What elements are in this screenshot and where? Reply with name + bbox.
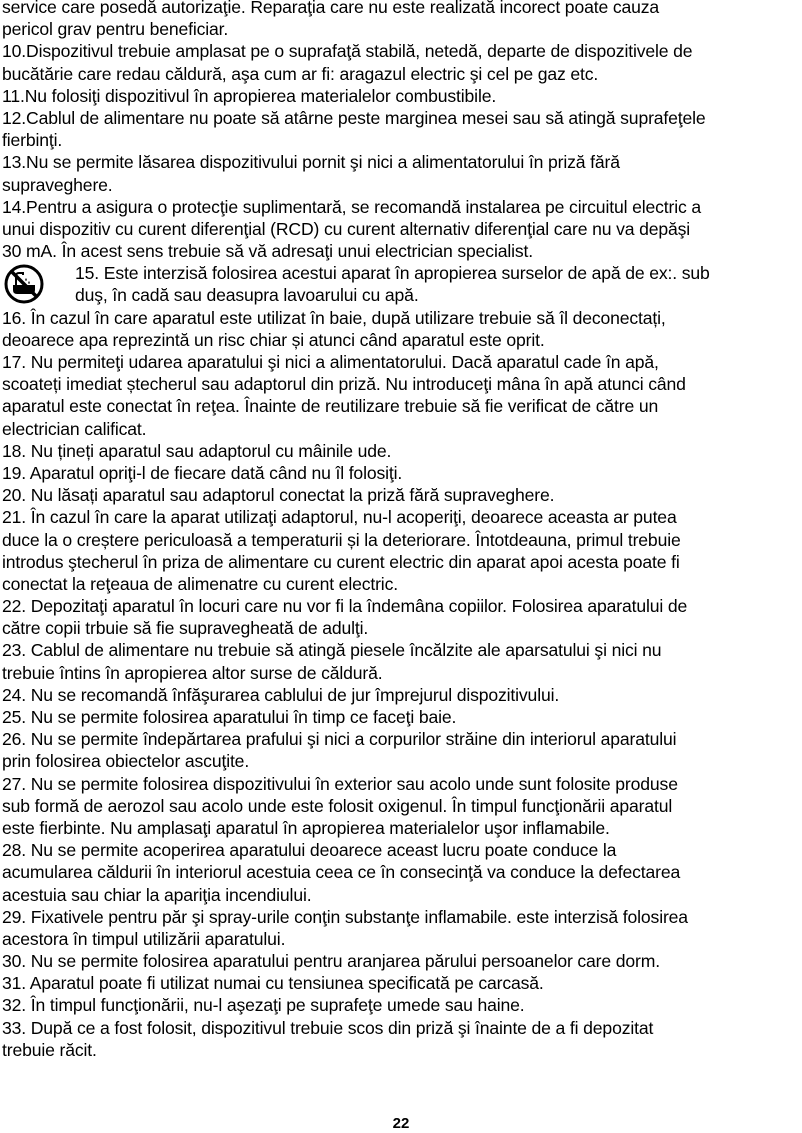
warning-line: duş, în cadă sau deasupra lavoarului cu apă. — [75, 285, 419, 306]
text-line: 32. În timpul funcţionării, nu-l aşezaţi pe suprafeţe umede sau haine. — [2, 995, 525, 1016]
text-line: fierbinţi. — [2, 130, 63, 151]
text-line: către copii trbuie să fie supravegheată de adulţi. — [2, 618, 369, 639]
text-line: 14.Pentru a asigura o protecţie suplimentară, se recomandă instalarea pe circuitul electric a — [2, 196, 701, 217]
text-line: 30. Nu se permite folosirea aparatului pentru aranjarea părului persoanelor care dorm. — [2, 951, 660, 972]
text-line: scoateți imediat ștecherul sau adaptorul din priză. Nu introduceţi mâna în apă atunci când — [2, 374, 686, 395]
text-line: 16. În cazul în care aparatul este utilizat în baie, după utilizare trebuie să îl deconectați, — [2, 307, 666, 328]
text-line: aparatul este conectat în reţea. Înainte de reutilizare trebuie să fie verificat de către un — [2, 396, 659, 417]
page-number: 22 — [392, 1115, 410, 1132]
text-line: duce la o creștere periculoasă a temperaturii și la deteriorare. Întotdeauna, primul trebuie — [2, 529, 681, 550]
text-line: 25. Nu se permite folosirea aparatului în timp ce faceţi baie. — [2, 707, 457, 727]
text-line: 30 mA. În acest sens trebuie să vă adresaţi unui electrician specialist. — [2, 241, 533, 262]
text-line: este fierbinte. Nu amplasaţi aparatul în apropierea materialelor uşor inflamabile. — [2, 817, 610, 838]
text-line: 29. Fixativele pentru păr şi spray-urile conţin substanţe inflamabile. este interzisă folosirea — [2, 906, 688, 927]
text-line: 28. Nu se permite acoperirea aparatului deoarece aceast lucru poate conduce la — [2, 840, 617, 861]
text-line: trebuie întins în apropierea altor surse de căldură. — [2, 662, 383, 683]
text-line: 17. Nu permiteţi udarea aparatului şi nici a alimentatorului. Dacă aparatul cade în apă, — [2, 352, 659, 372]
text-line: 24. Nu se recomandă înfăşurarea cablului de jur împrejurul dispozitivului. — [2, 684, 560, 705]
text-line: 13.Nu se permite lăsarea dispozitivului pornit şi nici a alimentatorului în priză fără — [2, 152, 620, 173]
instructions-block-2 — [2, 307, 802, 1061]
text-line: 33. După ce a fost folosit, dispozitivul trebuie scos din priză şi înainte de a fi depozitat — [2, 1017, 654, 1038]
text-line: 12.Cablul de alimentare nu poate să atârne peste marginea mesei sau să atingă suprafeţele — [2, 107, 706, 128]
text-line: 11.Nu folosiţi dispozitivul în apropierea materialelor combustibile. — [2, 85, 497, 106]
instructions-block-1 — [2, 0, 802, 262]
text-line: conectat la reţeaua de alimenatre cu curent electric. — [2, 573, 398, 594]
text-line: 10.Dispozitivul trebuie amplasat pe o suprafaţă stabilă, netedă, departe de dispozitivele de — [2, 41, 693, 62]
warning-block — [2, 262, 802, 306]
text-line: 27. Nu se permite folosirea dispozitivului în exterior sau acolo unde sunt folosite produse — [2, 773, 678, 794]
text-line: supraveghere. — [2, 174, 113, 195]
text-line: 22. Depozitaţi aparatul în locuri care nu vor fi la îndemâna copiilor. Folosirea aparatului de — [2, 596, 688, 617]
text-line: prin folosirea obiectelor ascuţite. — [2, 751, 250, 772]
text-line: unui dispozitiv cu curent diferenţial (RCD) cu curent alternativ diferenţial care nu va depăşi — [2, 218, 691, 239]
text-line: acestora în timpul utilizării aparatului. — [2, 928, 286, 949]
text-line: acumularea căldurii în interiorul acestuia ceea ce în consecinţă va conduce la defectarea — [2, 862, 681, 883]
warning-line: 15. Este interzisă folosirea acestui aparat în apropierea surselor de apă de ex:. sub — [75, 263, 710, 284]
text-line: electrician calificat. — [2, 418, 147, 439]
text-line: service care posedă autorizaţie. Reparaţia care nu este realizată incorect poate cauza — [2, 0, 660, 17]
text-line: introdus ştecherul în priza de alimentare cu curent electric din aparat apoi acesta poate fi — [2, 551, 680, 572]
text-line: 18. Nu țineți aparatul sau adaptorul cu mâinile ude. — [2, 440, 392, 461]
text-line: pericol grav pentru beneficiar. — [2, 19, 229, 40]
text-line: bucătărie care redau căldură, aşa cum ar fi: aragazul electric şi cel pe gaz etc. — [2, 63, 599, 84]
text-line: 23. Cablul de alimentare nu trebuie să atingă piesele încălzite ale aparsatului şi nici nu — [2, 640, 662, 661]
text-line: deoarece apa reprezintă un risc chiar și atunci când aparatul este oprit. — [2, 329, 545, 350]
text-line: 19. Aparatul opriţi-l de fiecare dată când nu îl folosiţi. — [2, 462, 403, 483]
text-line: 31. Aparatul poate fi utilizat numai cu tensiunea specificată pe carcasă. — [2, 973, 544, 994]
text-line: sub formă de aerozol sau acolo unde este folosit oxigenul. În timpul funcţionării aparatul — [2, 795, 673, 816]
no-water-in-bath-icon — [4, 264, 44, 304]
text-line: acestuia sau chiar la apariţia incendiului. — [2, 884, 312, 905]
text-line: trebuie răcit. — [2, 1039, 97, 1060]
text-line: 20. Nu lăsați aparatul sau adaptorul conectat la priză fără supraveghere. — [2, 485, 555, 506]
document-body — [2, 0, 802, 1061]
text-line: 21. În cazul în care la aparat utilizaţi adaptorul, nu-l acoperiţi, deoarece aceasta ar putea — [2, 507, 677, 528]
text-line: 26. Nu se permite îndepărtarea prafului şi nici a corpurilor străine din interiorul aparatului — [2, 729, 677, 750]
